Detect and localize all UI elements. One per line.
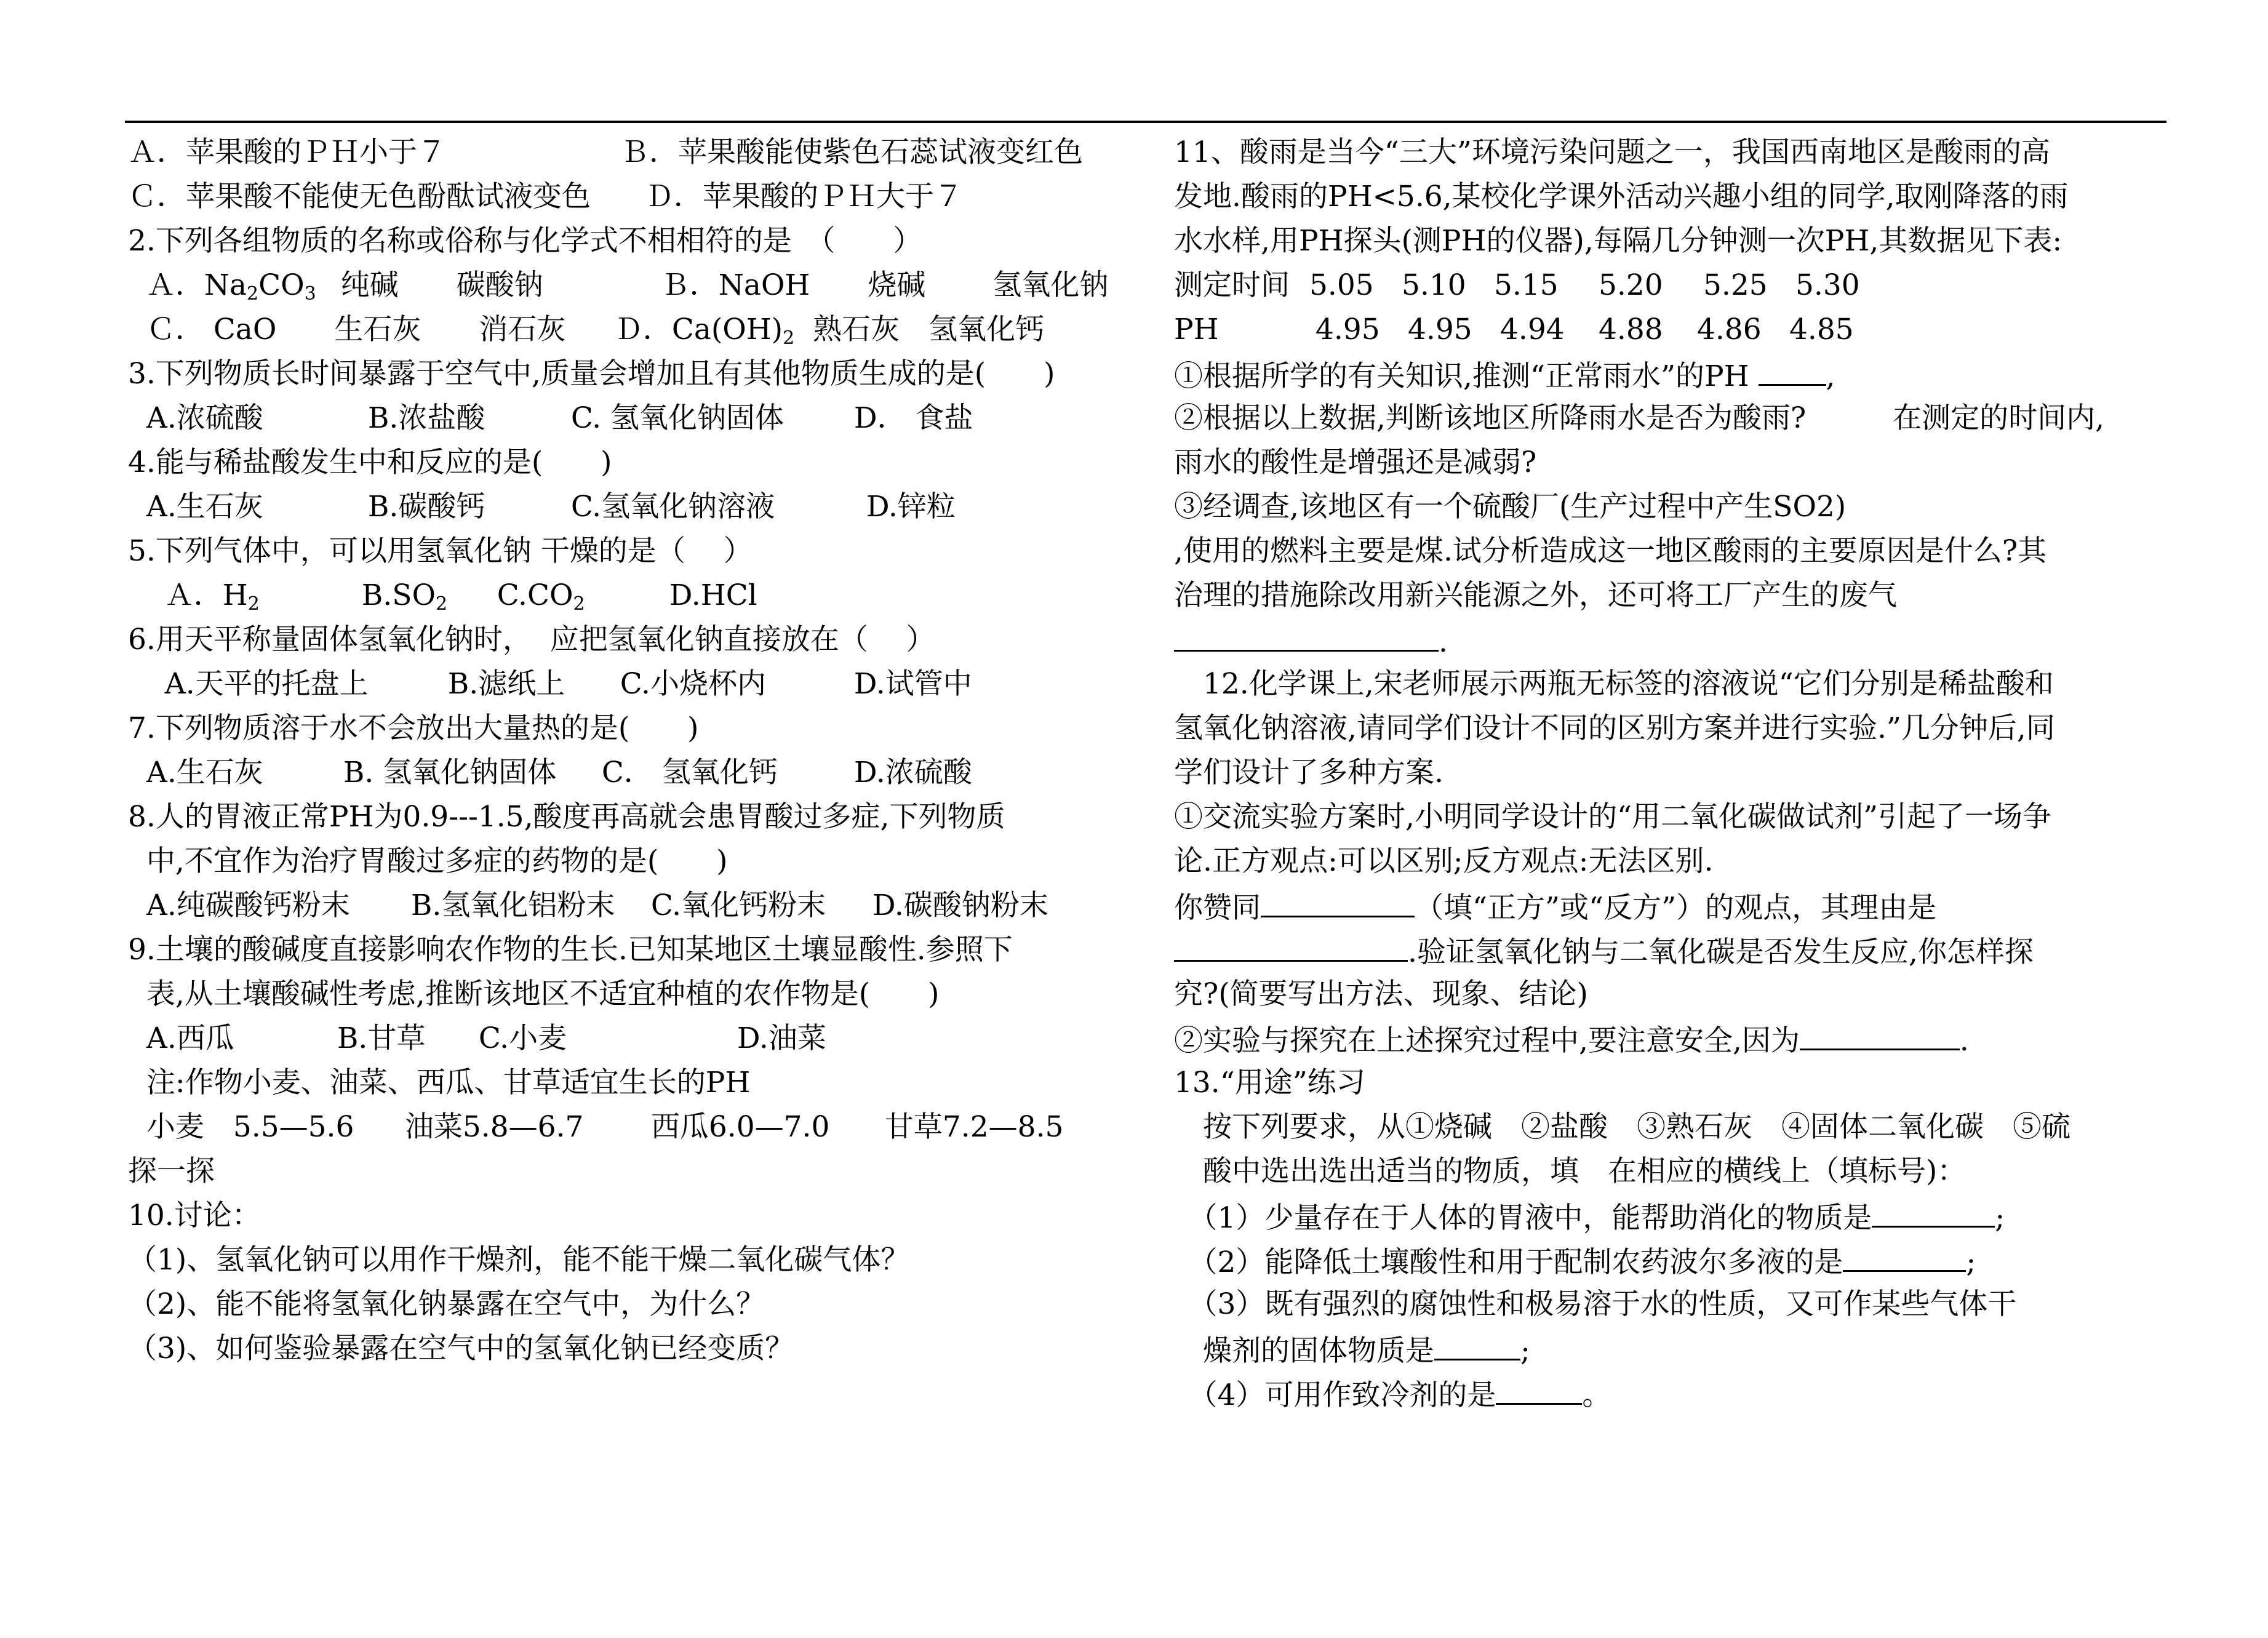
q2-d-label: Ｄ．$Ca(OH)_2$ [613, 313, 795, 349]
q9-range-rapeseed: 油菜5.8—6.7 [404, 1110, 584, 1144]
q12-verify-line: .验证氢氧化钠与二氧化碳是否发生反应,你怎样探 [1174, 928, 2172, 972]
q6-option-d: D.试管中 [853, 667, 972, 701]
q3-options [128, 396, 1174, 441]
q9-option-d: D.油菜 [737, 1021, 826, 1055]
q11-sub-2-line-1: ②根据以上数据,判断该地区所降雨水是否为酸雨? 在测定的时间内, [1174, 401, 2105, 435]
q8-option-d: D.碳酸钠粉末 [872, 889, 1048, 922]
q13-item-4: （4）可用作致冷剂的是 。 [1174, 1371, 2172, 1415]
q11-time-cell: 5.10 [1402, 268, 1466, 302]
q13-answer-blank-2[interactable] [1843, 1238, 1966, 1272]
section-heading: 探一探 [128, 1154, 215, 1188]
q12-safety-line: ②实验与探究在上述探究过程中,要注意安全,因为 . [1174, 1017, 2172, 1061]
q13-item-3-cont: 燥剂的固体物质是 ; [1174, 1327, 2172, 1371]
q11-stem-line-3: 水水样,用PH探头(测PH的仪器),每隔几分钟测一次PH,其数据见下表: [1174, 224, 2062, 258]
q8-option-b: B.氢氧化铝粉末 [410, 889, 615, 922]
q12-line-4: ①交流实验方案时,小明同学设计的“用二氧化碳做试剂”引起了一场争 [1174, 800, 2051, 834]
q10-item-1: （1)、氢氧化钠可以用作干燥剂，能不能干燥二氧化碳气体？ [128, 1243, 910, 1277]
q11-time-label: 测定时间 [1174, 268, 1290, 302]
q11-stem-line-1: 11、酸雨是当今“三大”环境污染问题之一，我国西南地区是酸雨的高 [1174, 135, 2050, 169]
q5-options [128, 573, 1174, 618]
q12-agree-line: 你赞同 （填“正方”或“反方”）的观点，其理由是 [1174, 884, 2172, 928]
q13-answer-blank-1[interactable] [1872, 1194, 1995, 1228]
q7-option-b: B. 氢氧化钠固体 [343, 756, 557, 789]
q8-option-a: A.纯碳酸钙粉末 [146, 889, 350, 922]
q9-note: 注:作物小麦、油菜、西瓜、甘草适宜生长的PH [146, 1066, 751, 1100]
header-rule [125, 121, 2166, 123]
q11-ph-label: PH [1174, 313, 1219, 346]
q9-options [128, 1017, 1174, 1061]
q12-line-1: 12.化学课上,宋老师展示两瓶无标签的溶液说“它们分别是稀盐酸和 [1174, 667, 2054, 701]
q8-option-c: C.氧化钙粉末 [650, 889, 826, 922]
q5-option-a: Ａ．$H_2$ [164, 578, 260, 615]
q13-intro-2: 酸中选出选出适当的物质，填 在相应的横线上（填标号)： [1174, 1154, 1967, 1188]
q8-options [128, 884, 1174, 928]
q2-a-formula: $Na_2CO_3$ [204, 268, 316, 305]
q11-ph-cell: 4.88 [1599, 313, 1663, 346]
q11-answer-blank-1[interactable] [1759, 352, 1826, 386]
q3-stem: 3.下列物质长时间暴露于空气中,质量会增加且有其他物质生成的是( ) [128, 357, 1055, 391]
q6-option-c: C.小烧杯内 [620, 667, 766, 701]
q7-option-a: A.生石灰 [146, 756, 263, 789]
q11-sub-3-line-1: ③经调查,该地区有一个硫酸厂(生产过程中产生SO2) [1174, 490, 1847, 524]
q9-option-a: A.西瓜 [146, 1021, 234, 1055]
q6-stem: 6.用天平称量固体氢氧化钠时， 应把氢氧化钠直接放在（ ） [128, 623, 935, 657]
q13-intro-1: 按下列要求，从①烧碱 ②盐酸 ③熟石灰 ④固体二氧化碳 ⑤硫 [1174, 1110, 2070, 1144]
q11-time-cell: 5.30 [1795, 268, 1860, 302]
q11-ph-cell: 4.94 [1500, 313, 1565, 346]
q9-option-c: C.小麦 [478, 1021, 567, 1055]
q12-line-2: 氢氧化钠溶液,请同学们设计不同的区别方案并进行实验.”几分钟后,同 [1174, 711, 2055, 745]
q5-option-c: $C.CO_2$ [497, 578, 585, 615]
q9-option-b: B.甘草 [337, 1021, 426, 1055]
q2-option-c: Ｃ． CaO 生石灰 消石灰 [146, 313, 566, 346]
q13-item-2: （2）能降低土壤酸性和用于配制农药波尔多液的是 ; [1174, 1238, 2172, 1282]
q6-option-a: A.天平的托盘上 [164, 667, 369, 701]
q1-option-a: Ａ．苹果酸的ＰＨ小于７ [128, 135, 446, 169]
q5-option-b: $B.SO_2$ [361, 578, 448, 615]
q2-stem: 2.下列各组物质的名称或俗称与化学式不相相符的是 （ ） [128, 224, 922, 258]
q6-options [128, 662, 1174, 706]
q13-item-1: （1）少量存在于人体的胃液中，能帮助消化的物质是 ; [1174, 1194, 2172, 1238]
q2-a-names: 纯碱 碳酸钠 [340, 268, 543, 302]
q11-sub-3-line-3: 治理的措施除改用新兴能源之外，还可将工厂产生的废气 [1174, 578, 1897, 612]
q3-option-d: D． 食盐 [853, 401, 973, 435]
q2-d-names: 熟石灰 氢氧化钙 [813, 313, 1045, 346]
q9-range-watermelon: 西瓜6.0—7.0 [650, 1110, 830, 1144]
q11-ph-cell: 4.95 [1316, 313, 1380, 346]
q12-verify-line-2: 究?(简要写出方法、现象、结论) [1174, 977, 1588, 1011]
q1-options-row-2 [128, 175, 1174, 219]
q11-ph-cell: 4.95 [1408, 313, 1472, 346]
q11-time-cell: 5.15 [1494, 268, 1559, 302]
q1-option-d: Ｄ．苹果酸的ＰＨ大于７ [645, 180, 963, 214]
q4-stem: 4.能与稀盐酸发生中和反应的是( ) [128, 445, 612, 479]
q9-stem-line-2: 表,从土壤酸碱性考虑,推断该地区不适宜种植的农作物是( ) [146, 977, 940, 1011]
q1-option-c: Ｃ．苹果酸不能使无色酚酞试液变色 [128, 180, 591, 214]
q13-title: 13.“用途”练习 [1174, 1066, 1365, 1100]
q11-stem-line-2: 发地.酸雨的PH<5.6,某校化学课外活动兴趣小组的同学,取刚降落的雨 [1174, 180, 2069, 214]
q2-option-b: Ｂ．NaOH 烧碱 氢氧化钠 [660, 268, 1109, 302]
right-column [1174, 130, 2172, 1415]
q5-stem: 5.下列气体中，可以用氢氧化钠 干燥的是（ ） [128, 534, 753, 568]
q7-options [128, 751, 1174, 795]
q11-time-cell: 5.05 [1309, 268, 1374, 302]
q1-options-row-1 [128, 130, 1174, 175]
q4-option-c: C.氢氧化钠溶液 [570, 490, 775, 524]
q12-answer-blank-side[interactable] [1261, 884, 1415, 917]
left-column [128, 130, 1174, 1371]
q6-option-b: B.滤纸上 [447, 667, 565, 701]
q5-option-d: D.HCl [669, 578, 757, 612]
q11-time-cell: 5.25 [1703, 268, 1768, 302]
q9-range-licorice: 甘草7.2—8.5 [884, 1110, 1064, 1144]
q12-answer-blank-safety[interactable] [1800, 1017, 1960, 1050]
q2-row-2 [128, 308, 1174, 352]
q11-answer-blank-2[interactable] [1174, 618, 1439, 652]
q11-sub-3-line-2: ,使用的燃料主要是煤.试分析造成这一地区酸雨的主要原因是什么?其 [1174, 534, 2047, 568]
q10-item-3: （3)、如何鉴验暴露在空气中的氢氧化钠已经变质？ [128, 1332, 794, 1365]
q13-answer-blank-3[interactable] [1434, 1327, 1520, 1360]
q2-a-label: Ａ． [146, 268, 204, 302]
q2-row-1 [128, 263, 1174, 308]
q12-line-5: 论.正方观点:可以区别;反方观点:无法区别. [1174, 844, 1714, 878]
q4-option-a: A.生石灰 [146, 490, 263, 524]
q4-option-d: D.锌粒 [866, 490, 956, 524]
q11-time-cell: 5.20 [1599, 268, 1663, 302]
q3-option-b: B.浓盐酸 [367, 401, 485, 435]
q11-ph-cell: 4.85 [1789, 313, 1854, 346]
q7-option-d: D.浓硫酸 [853, 756, 972, 789]
q11-table-ph-row [1174, 308, 2172, 352]
q11-table-time-row [1174, 263, 2172, 308]
q11-sub-3-line-4: . [1174, 618, 2172, 662]
q1-option-b: Ｂ．苹果酸能使紫色石蕊试液变红色 [620, 135, 1083, 169]
q7-option-c: C． 氢氧化钙 [601, 756, 778, 789]
q3-option-a: A.浓硫酸 [146, 401, 263, 435]
q4-options [128, 485, 1174, 529]
q12-answer-blank-reason[interactable] [1174, 928, 1408, 962]
q7-stem: 7.下列物质溶于水不会放出大量热的是( ) [128, 711, 699, 745]
q3-option-c: C. 氢氧化钠固体 [570, 401, 785, 435]
q13-answer-blank-4[interactable] [1496, 1371, 1582, 1405]
q8-stem-line-2: 中,不宜作为治疗胃酸过多症的药物的是( ) [146, 844, 728, 878]
q12-line-3: 学们设计了多种方案. [1174, 756, 1443, 789]
q10-item-2: （2)、能不能将氢氧化钠暴露在空气中，为什么？ [128, 1287, 765, 1321]
q11-ph-cell: 4.86 [1697, 313, 1762, 346]
q13-item-3: （3）既有强烈的腐蚀性和极易溶于水的性质，又可作某些气体干 [1174, 1287, 2017, 1321]
q11-sub-2-line-2: 雨水的酸性是增强还是减弱? [1174, 445, 1537, 479]
q4-option-b: B.碳酸钙 [367, 490, 485, 524]
q10-stem: 10.讨论： [128, 1199, 261, 1232]
q8-stem-line-1: 8.人的胃液正常PH为0.9---1.5,酸度再高就会患胃酸过多症,下列物质 [128, 800, 1005, 834]
q9-stem-line-1: 9.土壤的酸碱度直接影响农作物的生长.已知某地区土壤显酸性.参照下 [128, 933, 1013, 967]
q11-sub-1: ①根据所学的有关知识,推测“正常雨水”的PH , [1174, 352, 2172, 396]
q9-range-wheat: 小麦 5.5—5.6 [146, 1110, 354, 1144]
q9-ph-ranges [128, 1105, 1174, 1149]
